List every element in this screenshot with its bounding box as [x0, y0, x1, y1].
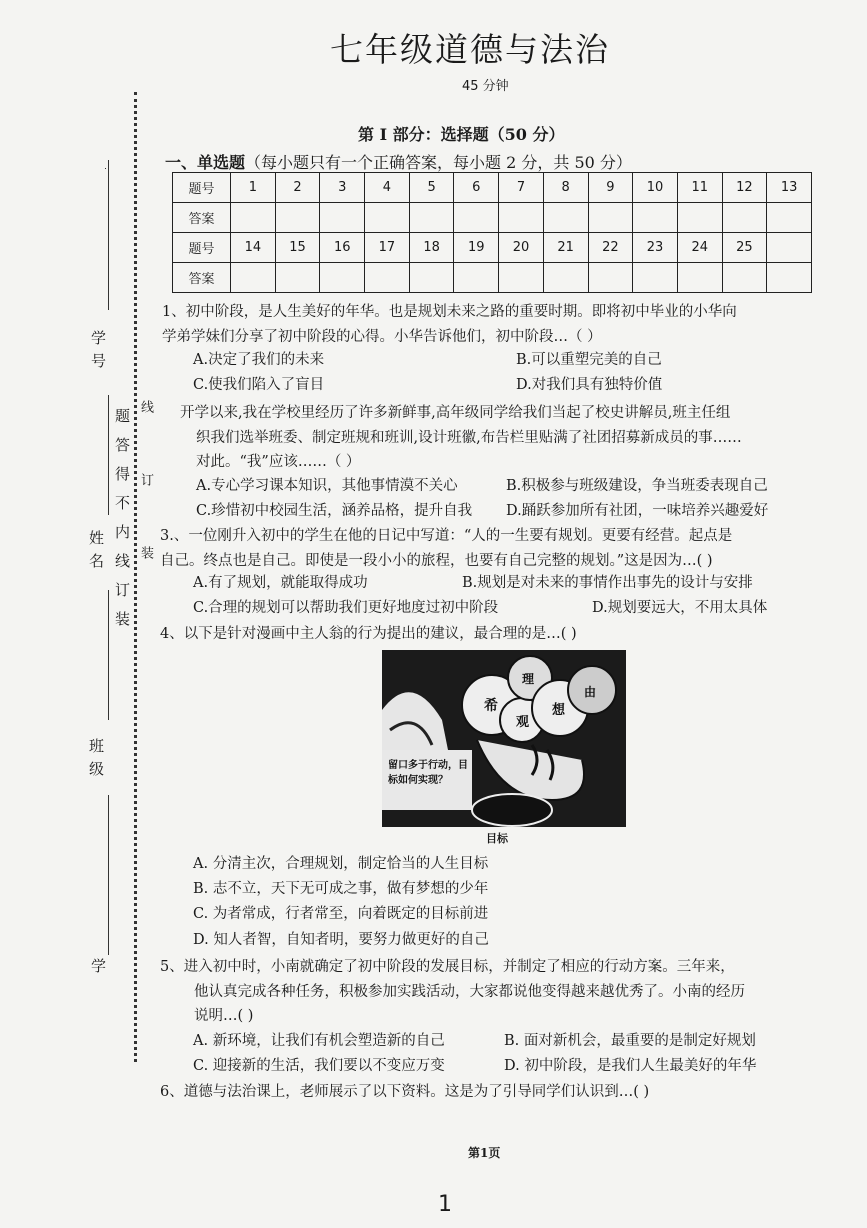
question-3-stem	[160, 524, 732, 573]
table-cell: 答案	[173, 263, 231, 293]
answer-cell[interactable]	[454, 203, 499, 233]
page-title: 七年级道德与法治	[330, 30, 610, 69]
table-cell: 题号	[173, 233, 231, 263]
table-cell: 4	[365, 173, 410, 203]
answer-cell[interactable]	[499, 263, 544, 293]
table-row	[173, 173, 812, 203]
question-4-stem: 4、以下是针对漫画中主人翁的行为提出的建议，最合理的是…( )	[160, 626, 577, 642]
cartoon-caption: 目标	[486, 832, 508, 845]
class-line	[108, 590, 109, 720]
table-row	[173, 203, 812, 233]
table-cell: 2	[275, 173, 320, 203]
q2-option-d[interactable]: D.踊跃参加所有社团，一味培养兴趣爱好	[506, 503, 769, 519]
q4-option-a[interactable]: A. 分清主次，合理规划，制定恰当的人生目标	[193, 856, 489, 872]
q2-option-c[interactable]: C.珍惜初中校园生活，涵养品格，提升自我	[196, 503, 473, 519]
q4-option-d[interactable]: D. 知人者智，自知者明，要努力做更好的自己	[193, 932, 489, 948]
answer-cell[interactable]	[588, 203, 633, 233]
answer-cell[interactable]	[409, 263, 454, 293]
table-cell: 13	[767, 173, 812, 203]
student-no-label: 学号	[89, 330, 107, 376]
binding-text: 线订装	[138, 400, 153, 619]
answer-cell[interactable]	[543, 203, 588, 233]
school-line	[108, 795, 109, 955]
section-heading	[165, 150, 632, 173]
answer-cell[interactable]	[409, 203, 454, 233]
answer-cell[interactable]	[499, 203, 544, 233]
q1-option-a[interactable]: A.决定了我们的未来	[193, 352, 325, 368]
part-heading: 第 I 部分：选择题（50 分）	[358, 125, 565, 144]
table-cell: 23	[633, 233, 678, 263]
stem-line: 3.、一位刚升入初中的学生在他的日记中写道：“人的一生要有规划。更要有经营。起点是	[160, 528, 733, 544]
answer-cell[interactable]	[320, 203, 365, 233]
cartoon-text: 留口多于行动，目标如何实现？	[388, 760, 468, 786]
table-cell: 6	[454, 173, 499, 203]
page-label: 第1页	[468, 1146, 501, 1160]
answer-cell[interactable]	[677, 203, 722, 233]
table-cell: 20	[499, 233, 544, 263]
answer-cell[interactable]	[633, 203, 678, 233]
cartoon-bubble-1: 希	[484, 698, 498, 714]
answer-cell[interactable]	[365, 203, 410, 233]
stem-line: 学弟学妹们分享了初中阶段的心得。小华告诉他们，初中阶段…（ ）	[162, 328, 602, 345]
table-cell: 18	[409, 233, 454, 263]
page-number: 1	[438, 1192, 452, 1217]
section-label: 一、单选题	[165, 153, 246, 172]
q3-option-d[interactable]: D.规划要远大，不用太具体	[592, 600, 768, 616]
table-cell	[767, 233, 812, 263]
q3-option-b[interactable]: B.规划是对未来的事情作出事先的设计与安排	[462, 575, 753, 591]
answer-cell[interactable]	[320, 263, 365, 293]
answer-cell[interactable]	[275, 263, 320, 293]
answer-cell[interactable]	[231, 203, 276, 233]
answer-cell[interactable]	[365, 263, 410, 293]
table-cell: 19	[454, 233, 499, 263]
cartoon-bubble-5: 由	[584, 685, 597, 699]
answer-cell[interactable]	[767, 203, 812, 233]
table-cell: 1	[231, 173, 276, 203]
answer-cell[interactable]	[543, 263, 588, 293]
answer-cell[interactable]	[767, 263, 812, 293]
q1-option-c[interactable]: C.使我们陷入了盲目	[193, 377, 325, 393]
q4-option-b[interactable]: B. 志不立，天下无可成之事，做有梦想的少年	[193, 881, 489, 897]
table-row	[173, 233, 812, 263]
exam-duration: 45 分钟	[462, 79, 509, 94]
q4-option-c[interactable]: C. 为者常成，行者常至，向着既定的目标前进	[193, 906, 489, 922]
q3-option-c[interactable]: C.合理的规划可以帮助我们更好地度过初中阶段	[193, 600, 499, 616]
answer-cell[interactable]	[588, 263, 633, 293]
q3-option-a[interactable]: A.有了规划，就能取得成功	[193, 575, 368, 591]
q5-option-a[interactable]: A. 新环境，让我们有机会塑造新的自己	[193, 1033, 445, 1049]
name-label: 姓名	[87, 530, 105, 576]
stem-line: 他认真完成各种任务，积极参加实践活动，大家都说他变得越来越优秀了。小南的经历	[194, 983, 745, 1000]
table-cell: 8	[543, 173, 588, 203]
question-2-stem	[180, 401, 742, 475]
q5-option-b[interactable]: B. 面对新机会，最重要的是制定好规划	[504, 1033, 756, 1049]
table-cell: 答案	[173, 203, 231, 233]
answer-cell[interactable]	[633, 263, 678, 293]
answer-cell[interactable]	[722, 263, 767, 293]
school-label: 学	[89, 958, 107, 981]
cartoon-image	[382, 650, 626, 827]
answer-cell[interactable]	[722, 203, 767, 233]
section-note: （每小题只有一个正确答案，每小题 2 分，共 50 分）	[245, 153, 632, 172]
stem-line: 说明…( )	[194, 1008, 254, 1024]
table-cell: 7	[499, 173, 544, 203]
table-cell: 3	[320, 173, 365, 203]
q2-option-a[interactable]: A.专心学习课本知识，其他事情漠不关心	[196, 478, 458, 494]
table-cell: 25	[722, 233, 767, 263]
table-row	[173, 263, 812, 293]
table-cell: 16	[320, 233, 365, 263]
q5-option-d[interactable]: D. 初中阶段，是我们人生最美好的年华	[504, 1058, 757, 1074]
name-line	[108, 395, 109, 515]
stem-line: 5、进入初中时，小南就确定了初中阶段的发展目标，并制定了相应的行动方案。三年来，	[160, 959, 735, 975]
cartoon-illustration	[382, 650, 626, 827]
q1-option-d[interactable]: D.对我们具有独特价值	[516, 377, 663, 393]
table-cell: 24	[677, 233, 722, 263]
question-1-stem	[162, 300, 737, 349]
student-no-line	[108, 160, 109, 310]
table-cell: 21	[543, 233, 588, 263]
table-cell: 12	[722, 173, 767, 203]
table-cell: 11	[677, 173, 722, 203]
cartoon-bubble-3: 理	[522, 672, 535, 686]
cartoon-bubble-2: 观	[516, 715, 530, 730]
stem-line: 织我们选举班委、制定班规和班训,设计班徽,布告栏里贴满了社团招募新成员的事……	[196, 429, 742, 446]
answer-cell[interactable]	[231, 263, 276, 293]
q2-option-b[interactable]: B.积极参与班级建设，争当班委表现自己	[506, 478, 768, 494]
cartoon-bubble-4: 想	[552, 703, 566, 718]
answer-cell[interactable]	[677, 263, 722, 293]
class-label: 班级	[87, 738, 105, 784]
table-cell: 15	[275, 233, 320, 263]
answer-cell[interactable]	[275, 203, 320, 233]
table-cell: 14	[231, 233, 276, 263]
q5-option-c[interactable]: C. 迎接新的生活，我们要以不变应万变	[193, 1058, 445, 1074]
binding-warning: 题答得不内线订装	[113, 408, 131, 640]
q1-option-b[interactable]: B.可以重塑完美的自己	[516, 352, 662, 368]
answer-table	[172, 172, 812, 293]
table-cell: 题号	[173, 173, 231, 203]
stem-line: 对此。“我”应该……（ ）	[196, 454, 361, 470]
table-cell: 9	[588, 173, 633, 203]
table-cell: 22	[588, 233, 633, 263]
stem-line: 1、初中阶段，是人生美好的年华。也是规划未来之路的重要时期。即将初中毕业的小华向	[162, 304, 737, 320]
question-5-stem	[160, 955, 745, 1029]
question-6-stem: 6、道德与法治课上，老师展示了以下资料。这是为了引导同学们认识到…( )	[160, 1084, 650, 1100]
answer-cell[interactable]	[454, 263, 499, 293]
table-cell: 10	[633, 173, 678, 203]
table-cell: 5	[409, 173, 454, 203]
stem-line: 开学以来,我在学校里经历了许多新鲜事,高年级同学给我们当起了校史讲解员,班主任组	[180, 405, 731, 421]
table-cell: 17	[365, 233, 410, 263]
stem-line: 自己。终点也是自己。即使是一段小小的旅程，也要有自己完整的规划。”这是因为…( )	[160, 552, 713, 569]
